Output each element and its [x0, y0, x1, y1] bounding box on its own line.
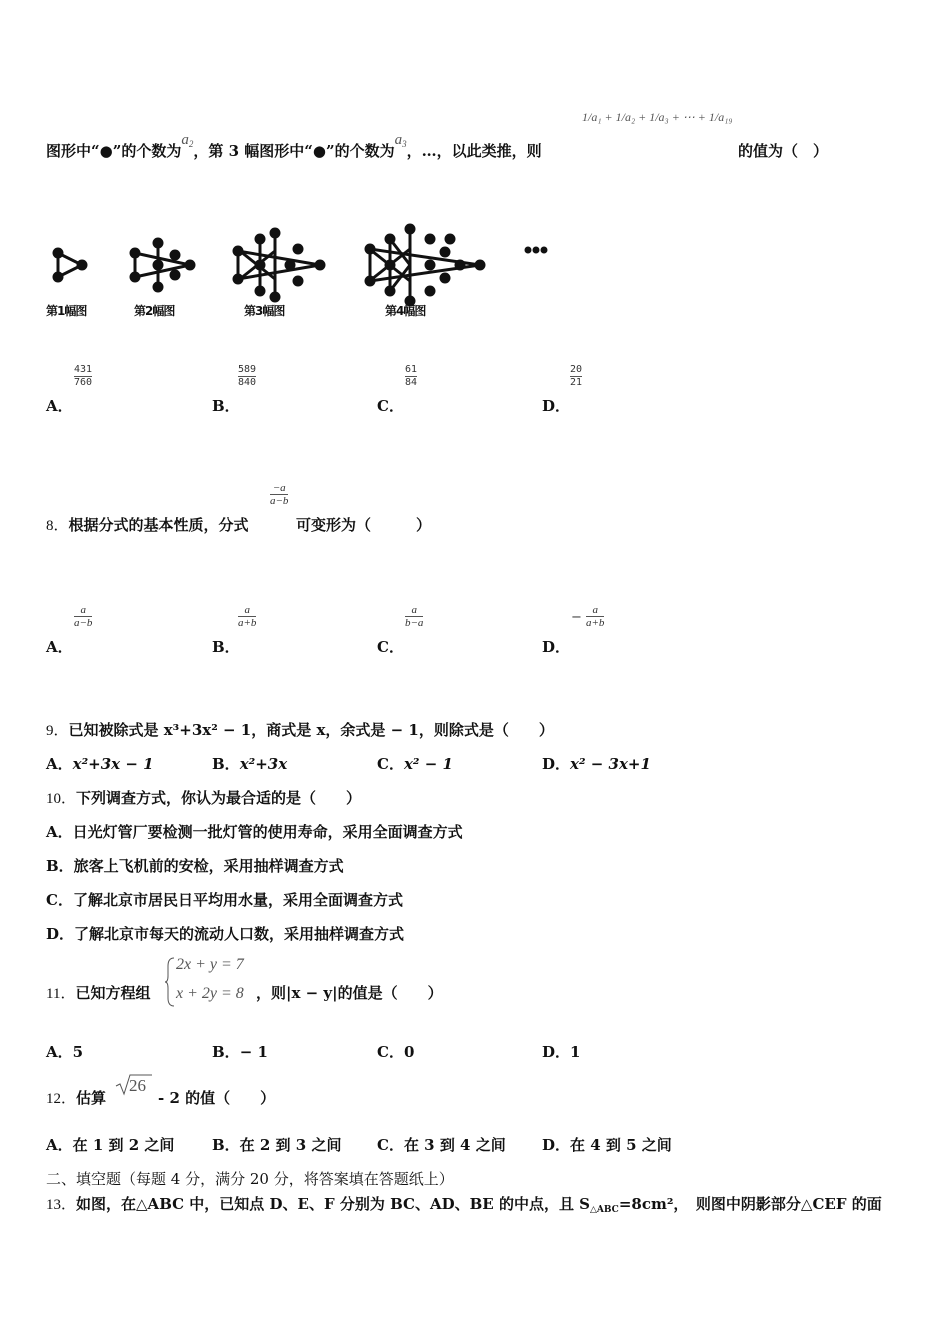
- q8-option-d-minus: −: [571, 610, 582, 625]
- q11-option-d: D．1: [542, 1043, 581, 1061]
- q11-text2: ，则|x − y|的值是（ ）: [256, 984, 443, 1002]
- q11-option-a: A．5: [46, 1043, 84, 1061]
- q10-option-d: D．了解北京市每天的流动人口数，采用抽样调查方式: [46, 925, 405, 943]
- q8-fraction: −a a−b: [270, 482, 289, 507]
- q7-text-part4: 的值为（ ）: [738, 142, 829, 160]
- q8-option-c-label: C．: [377, 638, 404, 656]
- figure-3-label: 第3幅图: [244, 304, 285, 318]
- q11-option-c: C．0: [377, 1043, 415, 1061]
- q8-option-b-fraction: a a+b: [238, 604, 257, 629]
- q7-option-c-fraction: 61 84: [405, 364, 418, 388]
- q10-stem: 10．下列调查方式，你认为最合适的是（ ）: [46, 789, 362, 807]
- q8-stem: 8．根据分式的基本性质，分式: [46, 516, 249, 534]
- q7-figures: [40, 215, 560, 325]
- q10-option-c: C．了解北京市居民日平均用水量，采用全面调查方式: [46, 891, 403, 909]
- q13-number: 13．: [46, 1197, 77, 1213]
- q11-stem: 11．已知方程组: [46, 984, 151, 1002]
- q10-number: 10．: [46, 791, 77, 807]
- q8-option-c-fraction: a b−a: [405, 604, 424, 629]
- q11-brace: [164, 956, 176, 1008]
- q8-option-a-label: A．: [46, 638, 73, 656]
- q8-number: 8．: [46, 518, 69, 534]
- q12-radicand: 26: [129, 1076, 146, 1095]
- q12-option-c: C．在 3 到 4 之间: [377, 1136, 506, 1154]
- q11-equation-2: x + 2y = 8: [176, 985, 244, 1002]
- q12-text2: - 2 的值（ ）: [158, 1089, 276, 1107]
- figure-2: [131, 239, 194, 291]
- q7-option-c-label: C．: [377, 397, 404, 415]
- figure-4: [366, 225, 484, 305]
- q8-option-d-fraction: a a+b: [586, 604, 605, 629]
- q7-a3: $a_3$: [394, 132, 407, 149]
- figure-1: [54, 249, 86, 281]
- q9-option-a: A．x²+3x − 1: [46, 755, 154, 773]
- q9-option-c: C．x² − 1: [377, 755, 453, 773]
- q12-option-d: D．在 4 到 5 之间: [542, 1136, 672, 1154]
- figure-4-label: 第4幅图: [385, 304, 426, 318]
- q12-option-b: B．在 2 到 3 之间: [212, 1136, 342, 1154]
- q8-option-d-label: D．: [542, 638, 571, 656]
- q7-option-a-label: A．: [46, 397, 73, 415]
- q13-stem: 13．如图，在△ABC 中，已知点 D、E、F 分别为 BC、AD、BE 的中点，且 $S_{\triangle ABC}=8cm^2$， 则图中阴影部分△CEF 的面: [46, 1195, 882, 1215]
- q7-text-part3: ，…，以此类推，则: [406, 142, 542, 160]
- q11-number: 11．: [46, 986, 76, 1002]
- q10-option-a: A．日光灯管厂要检测一批灯管的使用寿命，采用全面调查方式: [46, 823, 463, 841]
- q7-sum-expression: 1/a₁ + 1/a₂ + 1/a₃ + ⋯ + 1/a₁₉: [582, 110, 733, 124]
- q7-option-b-label: B．: [212, 397, 240, 415]
- q12-stem: 12．估算: [46, 1089, 107, 1107]
- q7-option-b-fraction: 589 840: [238, 364, 257, 388]
- q7-option-d-fraction: 20 21: [570, 364, 583, 388]
- q9-number: 9．: [46, 723, 69, 739]
- q7-line: [46, 132, 542, 161]
- q11-option-b: B．− 1: [212, 1043, 268, 1061]
- q7-option-d-label: D．: [542, 397, 571, 415]
- q7-option-a-fraction: 431 760: [74, 364, 93, 388]
- figure-2-label: 第2幅图: [134, 304, 175, 318]
- q7-a2: $a_2$: [181, 132, 194, 149]
- q10-option-b: B．旅客上飞机前的安检，采用抽样调查方式: [46, 857, 344, 875]
- q9-option-b: B．x²+3x: [212, 755, 288, 773]
- q12-number: 12．: [46, 1091, 77, 1107]
- q8-option-b-label: B．: [212, 638, 240, 656]
- figure-1-label: 第1幅图: [46, 304, 87, 318]
- figure-3: [234, 229, 324, 301]
- q7-text-part1: 图形中“●”的个数为: [46, 142, 182, 160]
- q9-option-d: D．x² − 3x+1: [542, 755, 651, 773]
- q8-option-a-fraction: a a−b: [74, 604, 93, 629]
- q8-text2: 可变形为（ ）: [296, 516, 432, 534]
- q9-stem: 9．已知被除式是 x³+3x² − 1，商式是 x，余式是 − 1，则除式是（ ）: [46, 721, 554, 739]
- section-2-title: 二、填空题（每题 4 分，满分 20 分，将答案填在答题纸上）: [46, 1170, 454, 1188]
- q12-option-a: A．在 1 到 2 之间: [46, 1136, 175, 1154]
- q11-equation-1: 2x + y = 7: [176, 956, 244, 973]
- q7-text-part2: ，第 3 幅图形中“●”的个数为: [193, 142, 395, 160]
